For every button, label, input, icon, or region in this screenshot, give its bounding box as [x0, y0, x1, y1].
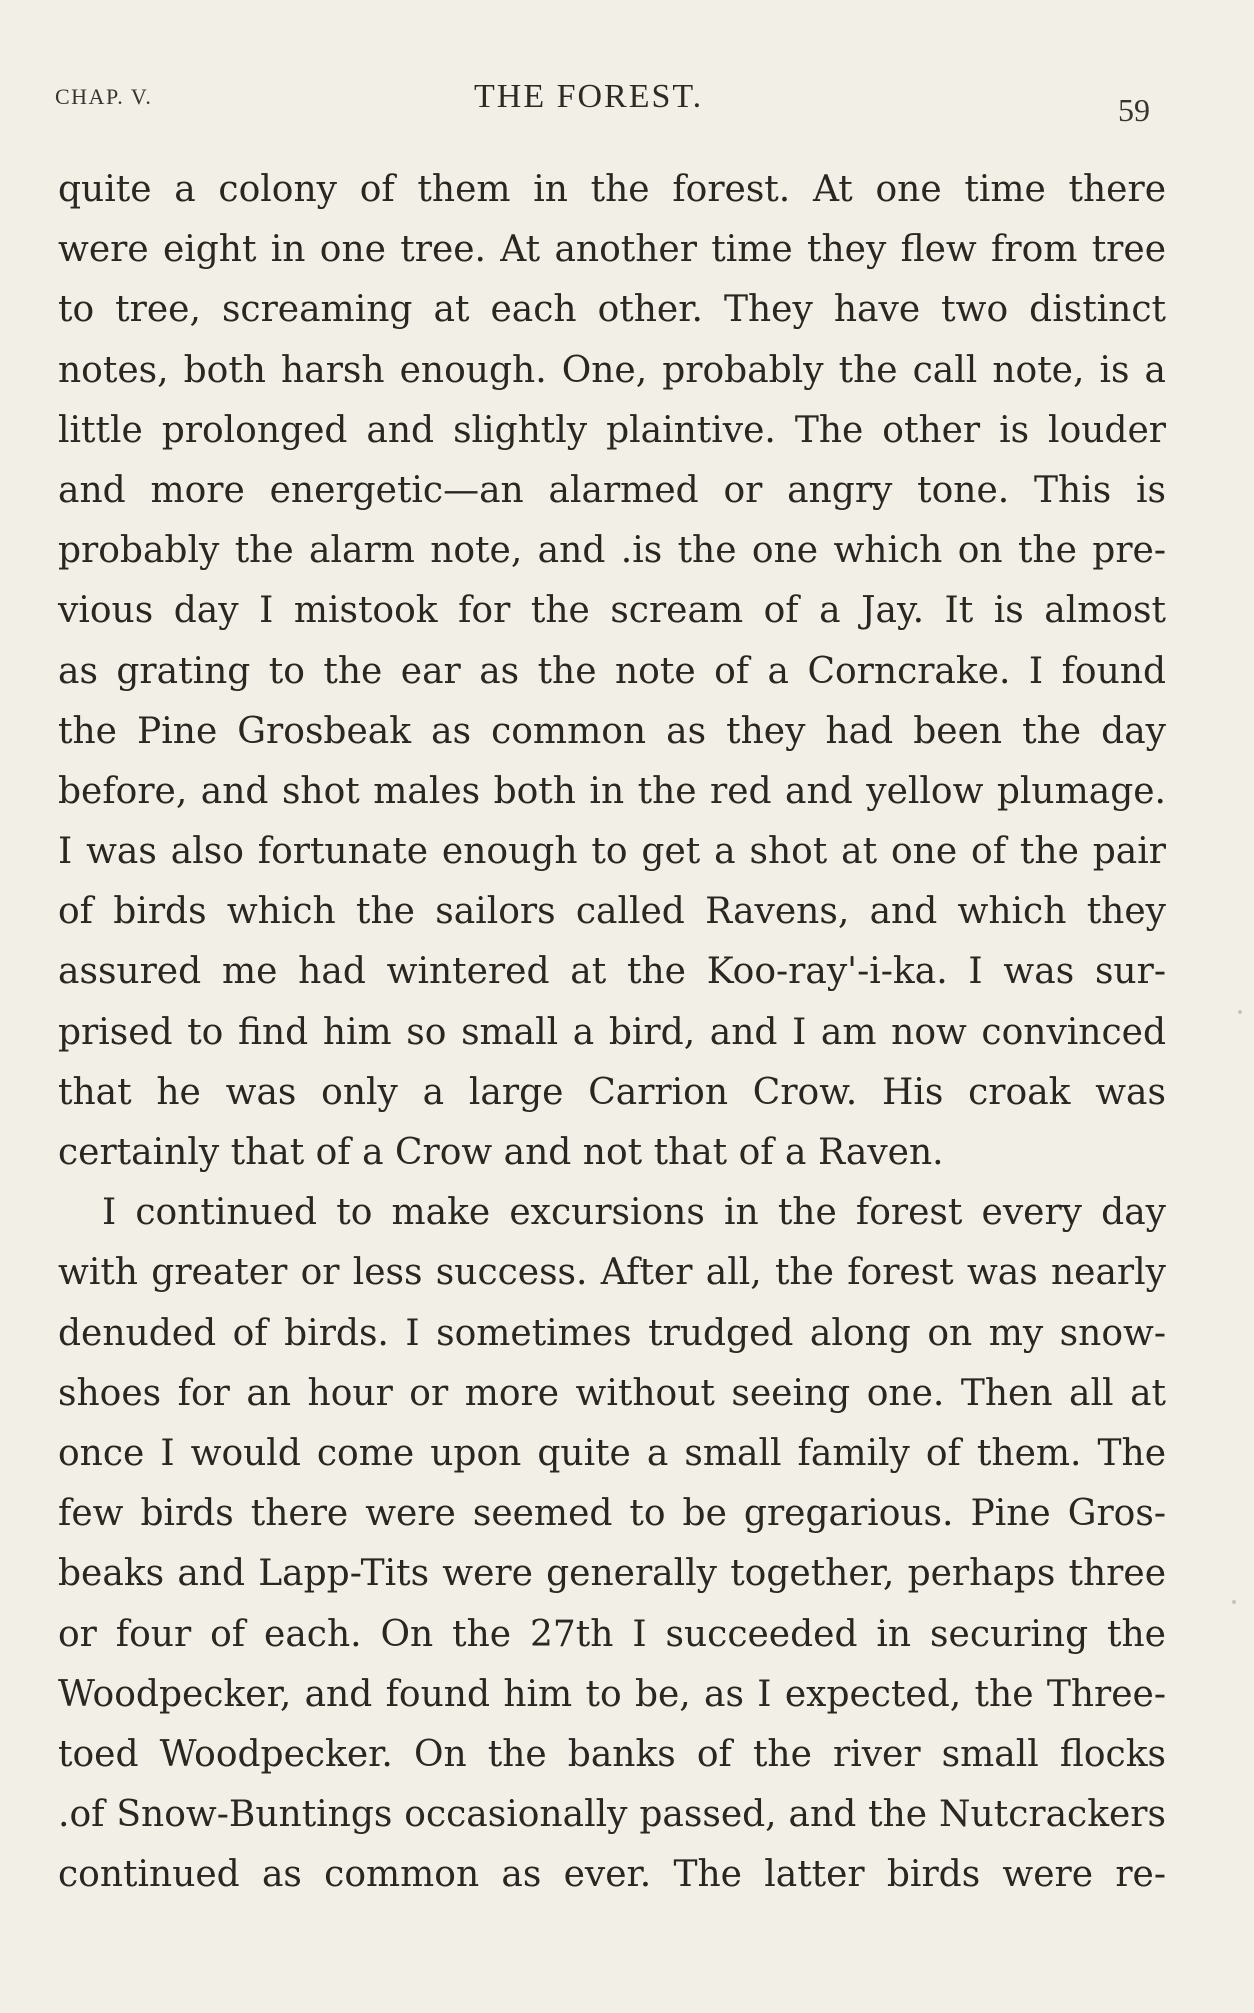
text-line: probably the alarm note, and .is the one which on the pre-: [58, 530, 1166, 572]
chapter-label: CHAP. V.: [55, 84, 153, 109]
running-header: [0, 0, 1254, 140]
text-line: assured me had wintered at the Koo-ray'-i-ka. I was sur-: [58, 951, 1166, 993]
text-line: prised to find him so small a bird, and I am now convinced: [58, 1011, 1166, 1053]
text-line: little prolonged and slightly plaintive. The other is louder: [58, 409, 1166, 451]
text-line: I was also fortunate enough to get a shot at one of the pair: [58, 831, 1166, 873]
text-line: .of Snow-Buntings occasionally passed, and the Nutcrackers: [58, 1794, 1166, 1836]
text-line: notes, both harsh enough. One, probably the call note, is a: [58, 349, 1166, 391]
text-line: toed Woodpecker. On the banks of the river small flocks: [58, 1733, 1166, 1775]
text-line: as grating to the ear as the note of a Corncrake. I found: [58, 650, 1166, 692]
text-line: that he was only a large Carrion Crow. His croak was: [58, 1071, 1166, 1113]
text-line: quite a colony of them in the forest. At one time there: [58, 169, 1166, 210]
text-line: or four of each. On the 27th I succeeded in securing the: [58, 1613, 1166, 1655]
paragraph-end-line: certainly that of a Crow and not that of a Raven.: [58, 1132, 944, 1173]
paragraph-start-line: I continued to make excursions in the forest every day: [102, 1192, 1166, 1234]
text-line: once I would come upon quite a small family of them. The: [58, 1432, 1166, 1474]
paper-speck: [1232, 1600, 1236, 1604]
text-line: of birds which the sailors called Ravens, and which they: [58, 891, 1166, 933]
text-line: to tree, screaming at each other. They have two distinct: [58, 289, 1166, 331]
text-line: with greater or less success. After all, the forest was nearly: [58, 1252, 1166, 1294]
paper-speck: [1238, 1010, 1242, 1014]
text-line: before, and shot males both in the red and yellow plumage.: [58, 770, 1166, 812]
running-title: THE FOREST.: [474, 78, 704, 115]
text-line: few birds there were seemed to be gregarious. Pine Gros-: [58, 1493, 1166, 1535]
text-line: were eight in one tree. At another time they flew from tree: [58, 229, 1166, 271]
text-line: and more energetic—an alarmed or angry tone. This is: [58, 469, 1166, 511]
text-line: vious day I mistook for the scream of a Jay. It is almost: [58, 590, 1166, 632]
text-line: Woodpecker, and found him to be, as I expected, the Three-: [58, 1673, 1166, 1715]
text-line: denuded of birds. I sometimes trudged along on my snow-: [58, 1312, 1166, 1354]
text-line: the Pine Grosbeak as common as they had been the day: [58, 710, 1166, 752]
text-line: shoes for an hour or more without seeing one. Then all at: [58, 1372, 1166, 1414]
body-text: [58, 160, 1166, 1905]
text-line: continued as common as ever. The latter birds were re-: [58, 1854, 1166, 1896]
page-number: 59: [1118, 92, 1150, 128]
text-line: beaks and Lapp-Tits were generally together, perhaps three: [58, 1553, 1166, 1595]
